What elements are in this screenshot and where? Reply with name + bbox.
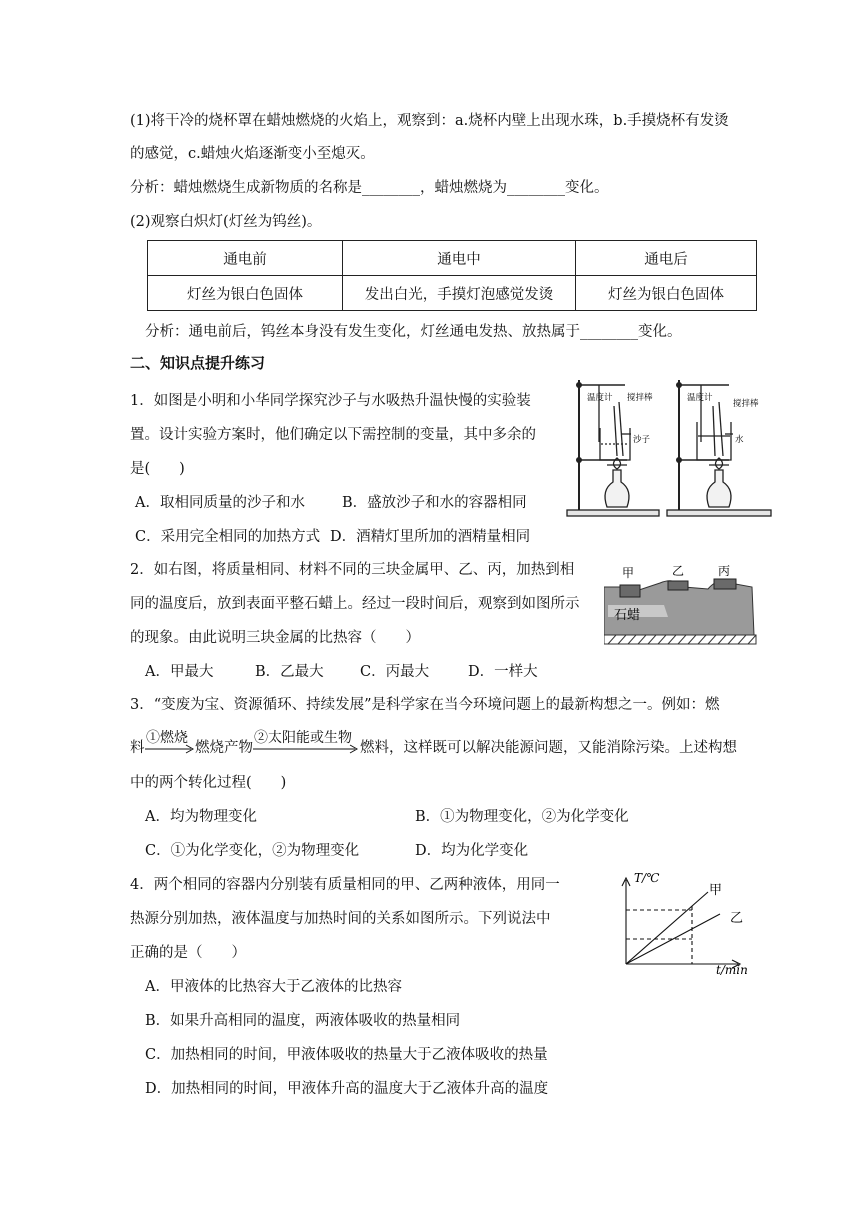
q2-wax-figure	[604, 565, 759, 647]
q3-option-b: B．①为物理变化，②为化学变化	[415, 809, 629, 825]
table-cell: 发出白光，手摸灯泡感觉发烫	[343, 276, 576, 311]
q1-label-sand: 沙子	[633, 435, 651, 445]
section-title: 二、知识点提升练习	[130, 354, 266, 372]
q3-line-2-end: 燃料，这样既可以解决能源问题，又能消除污染。上述构想	[360, 740, 737, 756]
q1-option-b: B．盛放沙子和水的容器相同	[342, 495, 527, 511]
q3-option-a: A．均为物理变化	[145, 809, 257, 825]
q4-y-axis-label: T/℃	[634, 871, 660, 885]
q1-label-thermometer: 温度计	[587, 393, 613, 403]
table-cell: 灯丝为银白色固体	[148, 276, 343, 311]
q1-label-thermometer-2: 温度计	[687, 393, 713, 403]
q3-option-d: D．均为化学变化	[415, 843, 529, 859]
table-row	[148, 276, 757, 311]
q2-label-a: 甲	[622, 566, 635, 580]
q4-x-axis-label: t/min	[716, 963, 748, 976]
q3-line-2-start: 料	[130, 740, 145, 756]
table-header-row	[148, 241, 757, 276]
q4-option-c: C．加热相同的时间，甲液体吸收的热量大于乙液体吸收的热量	[145, 1047, 548, 1063]
q2-option-a: A．甲最大	[145, 664, 214, 680]
q1-line-1: 1．如图是小明和小华同学探究沙子与水吸热升温快慢的实验装	[130, 393, 531, 409]
q1-apparatus-figure	[563, 372, 775, 520]
q1-label-water: 水	[735, 435, 744, 445]
q2-line-1: 2．如右图，将质量相同、材料不同的三块金属甲、乙、丙，加热到相	[130, 562, 575, 578]
q2-label-wax: 石蜡	[614, 608, 641, 623]
paragraph-1-line-2: 的感觉，c.蜡烛火焰逐渐变小至熄灭。	[130, 146, 375, 162]
analysis-1: 分析：蜡烛燃烧生成新物质的名称是________，蜡烛燃烧为________变化。	[130, 180, 609, 196]
q2-line-3: 的现象。由此说明三块金属的比热容（ ）	[130, 630, 420, 646]
q3-arrow-1-icon	[145, 744, 195, 754]
table-cell: 灯丝为银白色固体	[576, 276, 757, 311]
table-header-cell: 通电前	[148, 241, 343, 276]
q1-line-3: 是( )	[130, 461, 185, 477]
q3-line-3: 中的两个转化过程( )	[130, 775, 287, 791]
q2-option-d: D．一样大	[468, 664, 538, 680]
q2-label-c: 丙	[718, 565, 731, 578]
q1-option-a: A．取相同质量的沙子和水	[135, 495, 305, 511]
paragraph-2: (2)观察白炽灯(灯丝为钨丝)。	[130, 214, 322, 230]
q3-line-1: 3．“变废为宝、资源循环、持续发展”是科学家在当今环境问题上的最新构想之一。例如：燃	[130, 697, 720, 713]
q4-option-b: B．如果升高相同的温度，两液体吸收的热量相同	[145, 1013, 461, 1029]
analysis-2: 分析：通电前后，钨丝本身没有发生变化，灯丝通电发热、放热属于________变化。	[145, 324, 682, 340]
q3-middle-product: 燃烧产物	[195, 740, 253, 756]
q4-temperature-graph	[606, 868, 756, 976]
q1-line-2: 置。设计实验方案时，他们确定以下需控制的变量，其中多余的	[130, 427, 536, 443]
q3-arrow-2-label: ②太阳能或生物	[254, 730, 352, 746]
q2-option-c: C．丙最大	[360, 664, 430, 680]
table-header-cell: 通电后	[576, 241, 757, 276]
q4-line-1: 4．两个相同的容器内分别装有质量相同的甲、乙两种液体，用同一	[130, 877, 560, 893]
q4-option-d: D．加热相同的时间，甲液体升高的温度大于乙液体升高的温度	[145, 1081, 549, 1097]
q4-option-a: A．甲液体的比热容大于乙液体的比热容	[145, 979, 402, 995]
q1-option-d: D．酒精灯里所加的酒精量相同	[330, 529, 531, 545]
q4-line-jia	[626, 892, 708, 964]
q3-arrow-1-label: ①燃烧	[146, 730, 188, 746]
q2-line-2: 同的温度后，放到表面平整石蜡上。经过一段时间后，观察到如图所示	[130, 596, 580, 612]
q4-line-3: 正确的是（ ）	[130, 945, 246, 961]
q3-option-c: C．①为化学变化，②为物理变化	[145, 843, 360, 859]
table-header-cell: 通电中	[343, 241, 576, 276]
observation-table	[147, 240, 757, 311]
q4-legend-yi: 乙	[730, 911, 744, 926]
q2-option-b: B．乙最大	[255, 664, 324, 680]
paragraph-1-line-1: (1)将干冷的烧杯罩在蜡烛燃烧的火焰上，观察到：a.烧杯内壁上出现水珠，b.手摸烧杯有发烫	[130, 113, 729, 129]
q4-line-2: 热源分别加热，液体温度与加热时间的关系如图所示。下列说法中	[130, 911, 551, 927]
q1-option-c: C．采用完全相同的加热方式	[135, 529, 321, 545]
q1-label-stirrer: 搅拌棒	[627, 393, 653, 403]
q3-arrow-2-icon	[253, 744, 359, 754]
q1-label-stirrer-2: 搅拌棒	[733, 399, 759, 409]
q4-legend-jia: 甲	[709, 883, 723, 898]
q2-label-b: 乙	[672, 565, 685, 578]
